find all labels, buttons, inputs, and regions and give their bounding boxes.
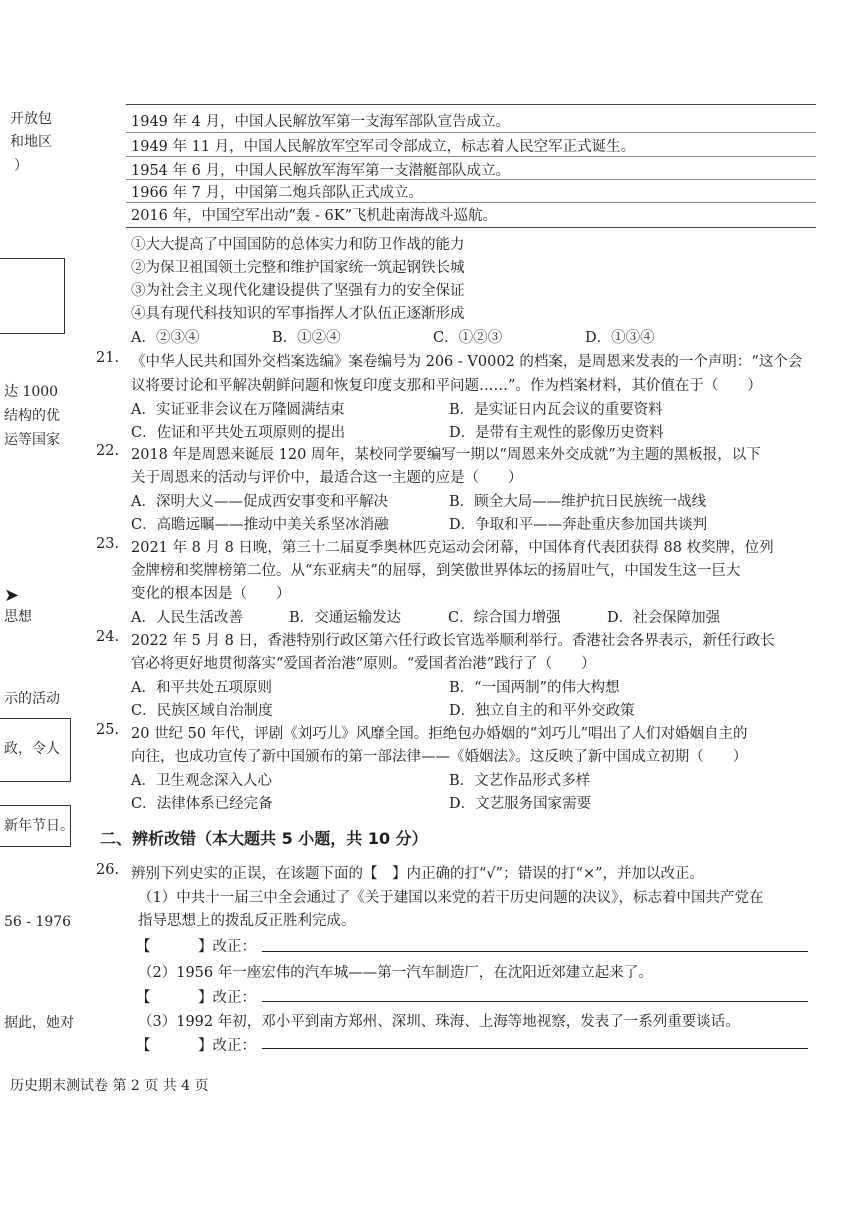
option-d[interactable]: D．①③④ — [585, 330, 655, 346]
margin-text: 新年节日。 — [4, 818, 74, 834]
table-divider — [126, 179, 816, 180]
option-b[interactable]: B．文艺作品形式多样 — [449, 773, 591, 789]
sub-question: （3）1992 年初，邓小平到南方郑州、深圳、珠海、上海等地视察，发表了一系列重要谈话。 — [138, 1014, 740, 1030]
margin-text: 结构的优 — [4, 408, 60, 424]
option-b[interactable]: B．①②④ — [272, 330, 341, 346]
margin-text: 据此，她对 — [4, 1015, 74, 1031]
correction-label: 】改正： — [198, 1038, 256, 1054]
option-c[interactable]: C．综合国力增强 — [448, 610, 561, 626]
question-text: 变化的根本因是（ ） — [131, 586, 291, 602]
question-number: 22. — [96, 443, 120, 459]
question-text: 议将要讨论和平解决朝鲜问题和恢复印度支那和平问题……”。作为档案材料，其价值在于（ ） — [131, 378, 762, 394]
table-row: 1954 年 6 月，中国人民解放军海军第一支潜艇部队成立。 — [131, 163, 510, 179]
margin-box — [0, 258, 65, 334]
margin-text: 56 - 1976 — [4, 914, 72, 930]
option-a[interactable]: A．人民生活改善 — [131, 610, 243, 626]
arrow-icon: ➤ — [4, 585, 20, 606]
question-text: 2021 年 8 月 8 日晚，第三十二届夏季奥林匹克运动会闭幕，中国体育代表团获得 88 枚奖牌，位列 — [131, 540, 774, 556]
question-number: 23. — [96, 536, 120, 552]
question-text: 官必将更好地贯彻落实“爱国者治港”原则。“爱国者治港”践行了（ ） — [131, 656, 596, 672]
correction-label: 】改正： — [198, 990, 256, 1006]
option-c[interactable]: C．佐证和平共处五项原则的提出 — [131, 425, 346, 441]
option-c[interactable]: C．高瞻远瞩——推动中美关系坚冰消融 — [131, 517, 389, 533]
table-border — [126, 227, 816, 228]
margin-text: 达 1000 — [4, 384, 59, 400]
question-text: 金牌榜和奖牌榜第二位。从“东亚病夫”的屈辱，到笑傲世界体坛的扬眉吐气，中国发生这一巨大 — [131, 563, 741, 579]
margin-text: 运等国家 — [4, 432, 60, 448]
option-c[interactable]: C．民族区域自治制度 — [131, 703, 273, 719]
table-divider — [126, 132, 816, 133]
question-text: 向往，也成功宣传了新中国颁布的第一部法律——《婚姻法》。这反映了新中国成立初期（ ） — [131, 749, 748, 765]
option-a[interactable]: A．和平共处五项原则 — [131, 680, 272, 696]
answer-line[interactable] — [262, 1048, 808, 1049]
question-text: 20 世纪 50 年代，评剧《刘巧儿》风靡全国。拒绝包办婚姻的“刘巧儿”唱出了人们对婚姻自主的 — [131, 726, 748, 742]
option-b[interactable]: B．是实证日内瓦会议的重要资料 — [449, 402, 663, 418]
statement: ③为社会主义现代化建设提供了坚强有力的安全保证 — [131, 283, 465, 299]
table-row: 1949 年 4 月，中国人民解放军第一支海军部队宣告成立。 — [131, 114, 510, 130]
margin-text: 和地区 — [10, 134, 52, 150]
table-border — [126, 104, 816, 105]
option-c[interactable]: C．①②③ — [433, 330, 503, 346]
table-row: 1949 年 11 月，中国人民解放军空军司令部成立，标志着人民空军正式诞生。 — [131, 139, 636, 155]
margin-text: 政，令人 — [4, 741, 60, 757]
option-d[interactable]: D．独立自主的和平外交政策 — [449, 703, 635, 719]
correction-label: 】改正： — [198, 939, 256, 955]
question-text: 2022 年 5 月 8 日，香港特别行政区第六任行政长官选举顺利举行。香港社会各界表示，新任行政长 — [131, 633, 775, 649]
sub-question: （1）中共十一届三中全会通过了《关于建国以来党的若干历史问题的决议》，标志着中国共产党在 — [138, 890, 764, 906]
table-divider — [126, 202, 816, 203]
question-text: 《中华人民共和国外交档案选编》案卷编号为 206 - V0002 的档案，是周恩来发表的一个声明：“这个会 — [131, 354, 803, 370]
table-row: 1966 年 7 月，中国第二炮兵部队正式成立。 — [131, 185, 423, 201]
option-b[interactable]: B．顾全大局——维护抗日民族统一战线 — [449, 494, 707, 510]
question-number: 21. — [96, 350, 120, 366]
margin-text: 思想 — [4, 609, 32, 625]
option-d[interactable]: D．争取和平——奔赴重庆参加国共谈判 — [449, 517, 708, 533]
option-b[interactable]: B．“一国两制”的伟大构想 — [449, 680, 620, 696]
option-d[interactable]: D．文艺服务国家需要 — [449, 796, 592, 812]
option-d[interactable]: D．是带有主观性的影像历史资料 — [449, 425, 664, 441]
statement: ②为保卫祖国领土完整和维护国家统一筑起钢铁长城 — [131, 260, 465, 276]
option-a[interactable]: A．实证亚非会议在万隆圆满结束 — [131, 402, 345, 418]
question-text: 2018 年是周恩来诞辰 120 周年，某校同学要编写一期以“周恩来外交成就”为主题的黑板报，以下 — [131, 447, 761, 463]
question-number: 24. — [96, 629, 120, 645]
option-c[interactable]: C．法律体系已经完备 — [131, 796, 273, 812]
margin-text: 示的活动 — [4, 691, 60, 707]
option-b[interactable]: B．交通运输发达 — [289, 610, 402, 626]
option-a[interactable]: A．深明大义——促成西安事变和平解决 — [131, 494, 388, 510]
question-number: 25. — [96, 722, 120, 738]
question-number: 26. — [96, 862, 120, 878]
section-title: 二、辨析改错（本大题共 5 小题，共 10 分） — [100, 829, 428, 848]
table-row: 2016 年，中国空军出动“轰 - 6K”飞机赴南海战斗巡航。 — [131, 208, 498, 224]
statement: ④具有现代科技知识的军事指挥人才队伍正逐渐形成 — [131, 306, 465, 322]
margin-text: 开放包 — [10, 111, 52, 127]
option-a[interactable]: A．②③④ — [131, 330, 200, 346]
sub-question: （2）1956 年一座宏伟的汽车城——第一汽车制造厂，在沈阳近郊建立起来了。 — [138, 965, 653, 981]
answer-bracket[interactable]: 【 — [136, 1038, 151, 1054]
sub-question: 指导思想上的拨乱反正胜利完成。 — [138, 913, 356, 929]
statement: ①大大提高了中国国防的总体实力和防卫作战的能力 — [131, 237, 465, 253]
margin-text: ） — [14, 158, 28, 174]
question-text: 辨别下列史实的正误，在该题下面的【 】内正确的打“√”；错误的打“×”，并加以改正。 — [131, 866, 705, 882]
answer-bracket[interactable]: 【 — [136, 990, 151, 1006]
answer-bracket[interactable]: 【 — [136, 939, 151, 955]
page-footer: 历史期末测试卷 第 2 页 共 4 页 — [10, 1078, 209, 1094]
answer-line[interactable] — [262, 951, 808, 952]
option-a[interactable]: A．卫生观念深入人心 — [131, 773, 272, 789]
question-text: 关于周恩来的活动与评价中，最适合这一主题的应是（ ） — [131, 470, 523, 486]
answer-line[interactable] — [262, 1001, 808, 1002]
table-divider — [126, 156, 816, 157]
option-d[interactable]: D．社会保障加强 — [607, 610, 721, 626]
